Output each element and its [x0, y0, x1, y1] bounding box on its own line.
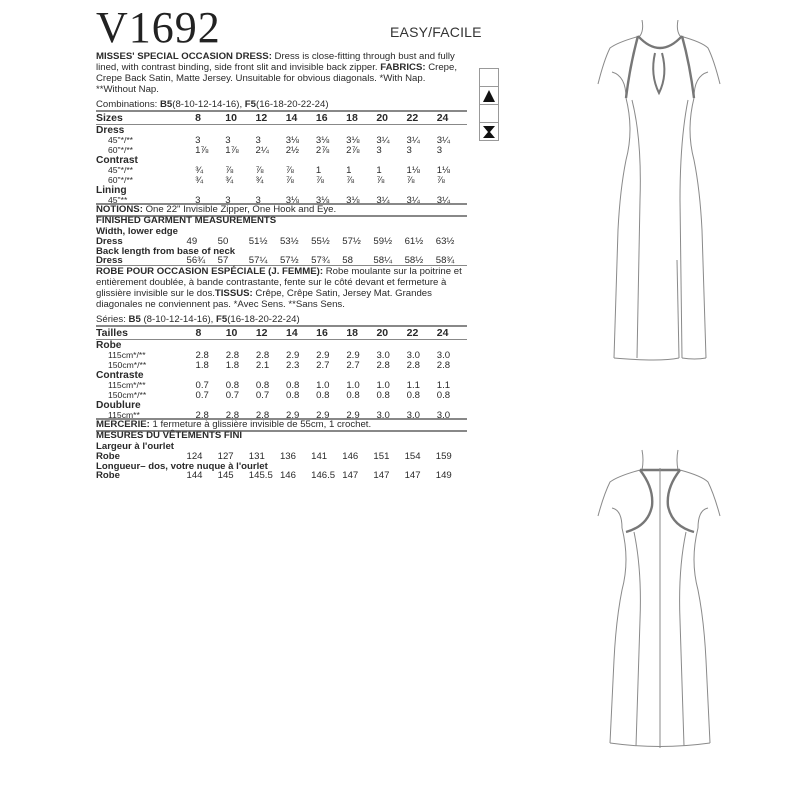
yardage-value: ⅞ [436, 174, 445, 186]
yardage-value: 3⅛ [285, 135, 300, 146]
yardage-value: 0.7 [195, 380, 209, 391]
finished-measurements-title: MESURES DU VÊTEMENTS FINI [96, 430, 243, 441]
yardage-value: 3¼ [436, 195, 451, 206]
series-prefix: Séries: [96, 314, 129, 325]
measurement-value: 53½ [279, 236, 299, 247]
section-label: Robe [96, 340, 122, 351]
yardage-value: 0.8 [346, 389, 360, 401]
size-header: 12 [256, 326, 286, 340]
yardage-value: 2.8 [406, 359, 420, 371]
measurement-value: 61½ [404, 236, 424, 247]
yardage-value: 3.0 [376, 350, 390, 361]
yardage-value: 2.9 [316, 350, 330, 361]
yardage-value: ⅞ [315, 174, 324, 186]
measurement-value: 141 [311, 451, 328, 462]
yardage-value: 0.8 [316, 389, 330, 401]
measurement-value: 56¾ [186, 255, 206, 266]
yardage-value: 2⅞ [315, 144, 330, 156]
yardage-value: 1 [376, 165, 382, 176]
size-header: 20 [376, 111, 406, 125]
section-label: Doublure [96, 400, 141, 411]
measurement-value: 159 [435, 451, 452, 462]
yardage-value: 2.1 [255, 359, 270, 371]
fabric-width-label: 45"** [108, 195, 128, 205]
yardage-value: 2.9 [346, 350, 360, 361]
notions-label: NOTIONS: [96, 204, 143, 215]
measurement-value: 50 [217, 236, 229, 247]
measurement-value: 51½ [248, 236, 268, 247]
yardage-value: 2.8 [436, 359, 451, 371]
difficulty-label: EASY/FACILE [390, 24, 482, 40]
yardage-value: 2.9 [286, 410, 300, 421]
size-header: 12 [256, 111, 286, 125]
size-header: 18 [346, 111, 376, 125]
yardage-value: 1 [315, 165, 322, 176]
measurement-value: 147 [404, 470, 421, 481]
yardage-value: ⅞ [285, 165, 294, 176]
english-yardage-table [96, 110, 467, 206]
yardage-value: 0.8 [255, 380, 270, 391]
width-label: Width, lower edge [96, 226, 178, 237]
yardage-value: ¾ [255, 174, 264, 186]
table-row [96, 391, 467, 401]
length-label: Back length from base of neck [96, 246, 236, 257]
fabrics-label: FABRICS: [380, 62, 426, 73]
yardage-value: 0.8 [286, 389, 300, 401]
table-row [96, 361, 467, 371]
yardage-value: 2.8 [195, 410, 209, 421]
yardage-value: 0.7 [255, 389, 270, 401]
yardage-value: 1.0 [316, 380, 330, 391]
notions-body: 1 fermeture à glissière invisible de 55cm, 1 crochet. [149, 419, 372, 430]
measurement-value: 144 [186, 470, 203, 481]
fabric-width-label: 45"*/** [108, 135, 134, 145]
table-row [96, 176, 467, 186]
measurement-value: 147 [342, 470, 359, 481]
yardage-value: 3¼ [436, 135, 451, 146]
yardage-value: 0.7 [225, 389, 240, 401]
yardage-value: 1 [346, 165, 352, 176]
measurement-value: 58 [342, 255, 353, 266]
yardage-value: 3⅛ [346, 195, 360, 206]
row-label: Robe [96, 451, 120, 462]
yardage-value: 3⅛ [346, 135, 360, 146]
yardage-value: 0.8 [436, 389, 451, 401]
measurement-value: 59½ [373, 236, 393, 247]
size-header: 10 [226, 326, 256, 340]
combo-f5-sizes: (16-18-20-22-24) [256, 99, 329, 110]
yardage-value: 3 [195, 195, 201, 206]
description-title: MISSES' SPECIAL OCCASION DRESS: [96, 51, 272, 62]
fabrics-body: Crêpe, Crêpe Satin, Jersey Mat. Grandes diagonales ne conviennent pas. *Avec Sens. **Sans Sens. [96, 288, 432, 310]
measurement-value: 147 [373, 470, 390, 481]
blank-cell [480, 69, 498, 87]
yardage-value: 3.0 [436, 350, 451, 361]
yardage-value: ⅞ [285, 174, 294, 186]
yardage-value: 2.8 [195, 350, 209, 361]
notions-label: MERCERIE: [96, 419, 150, 430]
yardage-value: 2.7 [316, 359, 330, 371]
pattern-number: V1692 [96, 3, 221, 52]
yardage-value: 2.8 [255, 410, 270, 421]
yardage-value: 3 [255, 195, 261, 206]
combo-b5-sizes: (8-10-12-14-16), [140, 314, 216, 325]
row-label: Dress [96, 255, 123, 266]
yardage-value: 0.8 [225, 380, 240, 391]
yardage-value: 3¼ [376, 195, 390, 206]
yardage-value: 1.0 [346, 380, 360, 391]
yardage-value: 1.1 [436, 380, 451, 391]
measurement-value: 58¼ [373, 255, 393, 266]
measurement-value: 57¼ [248, 255, 268, 266]
section-label: Lining [96, 185, 127, 196]
measurement-value: 63½ [435, 236, 455, 247]
measurement-value: 149 [435, 470, 452, 481]
size-header: 14 [286, 111, 316, 125]
yardage-value: 2.8 [225, 350, 240, 361]
measurement-value: 57½ [279, 255, 299, 266]
measurement-value: 57 [217, 255, 229, 266]
width-label: Largeur à l'ourlet [96, 441, 174, 452]
measurement-value: 131 [248, 451, 265, 462]
english-description [96, 51, 468, 95]
yardage-value: 2½ [285, 144, 300, 156]
yardage-value: ⅞ [346, 174, 355, 186]
measurement-value: 154 [404, 451, 421, 462]
yardage-value: ¾ [195, 165, 204, 176]
combo-b5: B5 [128, 314, 141, 325]
french-length-row [96, 471, 467, 481]
sizes-label: Tailles [96, 326, 196, 340]
yardage-value: 3¼ [406, 195, 420, 206]
fabric-width-label: 150cm*/** [108, 389, 147, 400]
combo-f5: F5 [244, 99, 256, 110]
combo-f5: F5 [215, 314, 228, 325]
yardage-value: 1.1 [406, 380, 420, 391]
yardage-value: 3⅛ [315, 195, 330, 206]
yardage-value: 3.0 [376, 410, 390, 421]
description-body: Dress is close-fitting through bust and fully lined, with contrast binding, side front slit and invisible back zipper. [96, 51, 455, 73]
measurement-value: 151 [373, 451, 390, 462]
yardage-value: 3⅛ [315, 135, 330, 146]
dress-front-view [590, 20, 730, 370]
series-line [96, 314, 300, 325]
measurement-value: 136 [279, 451, 296, 462]
yardage-value: 1.0 [376, 380, 390, 391]
measurement-value: 146.5 [311, 470, 336, 481]
measurement-value: 57¾ [311, 255, 330, 266]
yardage-value: 2.8 [376, 359, 390, 371]
yardage-value: 1⅛ [436, 165, 451, 176]
yardage-value: ⅞ [255, 165, 264, 176]
yardage-value: 1⅛ [406, 165, 420, 176]
yardage-value: ⅞ [376, 174, 385, 186]
fabrics-label: TISSUS: [214, 288, 253, 299]
french-description [96, 266, 468, 310]
measurement-value: 57½ [342, 236, 361, 247]
measurement-value: 58¾ [435, 255, 455, 266]
yardage-value: 2.8 [255, 350, 270, 361]
fabric-width-label: 45"*/** [108, 165, 134, 175]
measurement-value: 49 [186, 236, 198, 247]
section-label: Dress [96, 125, 125, 136]
size-header: 20 [376, 326, 406, 340]
size-header: 16 [316, 111, 346, 125]
size-header: 14 [286, 326, 316, 340]
fabrics-body: Crepe, Crepe Back Satin, Matte Jersey. Unsuitable for obvious diagonals. *With Nap. **Without Nap. [96, 62, 458, 95]
fabric-width-label: 115cm** [108, 410, 140, 420]
yardage-value: 2.8 [225, 410, 240, 421]
row-label: Robe [96, 470, 120, 481]
measurement-value: 127 [217, 451, 234, 462]
yardage-value: 2.9 [286, 350, 300, 361]
yardage-value: 3 [225, 195, 231, 206]
fabric-width-label: 60"*/** [108, 144, 134, 155]
measurement-value: 146 [279, 470, 296, 481]
yardage-value: ¾ [195, 174, 204, 186]
row-label: Dress [96, 236, 123, 247]
yardage-value: 3 [406, 144, 412, 156]
size-header: 24 [437, 326, 467, 340]
yardage-value: 2.3 [286, 359, 300, 371]
yardage-value: 3.0 [406, 350, 420, 361]
measurement-value: 145 [217, 470, 234, 481]
size-header: 22 [407, 326, 437, 340]
yardage-value: 1⅞ [225, 144, 239, 156]
combo-f5-sizes: (16-18-20-22-24) [227, 314, 300, 325]
yardage-value: 3⅛ [285, 195, 300, 206]
fabric-width-label: 150cm*/** [108, 359, 147, 370]
size-header: 10 [225, 111, 255, 125]
yardage-value: 3¼ [376, 135, 390, 146]
combinations-line [96, 99, 329, 110]
yardage-value: 3.0 [406, 410, 420, 421]
section-label: Contrast [96, 155, 138, 166]
yardage-value: 3 [195, 135, 201, 146]
yardage-value: ⅞ [406, 174, 415, 186]
sizes-label: Sizes [96, 111, 195, 125]
dress-back-view [590, 440, 730, 790]
yardage-value: 3 [255, 135, 261, 146]
size-header: 16 [316, 326, 346, 340]
length-label: Longueur– dos, votre nuque à l'ourlet [96, 461, 268, 472]
yardage-value: ⅞ [225, 165, 234, 176]
yardage-value: 0.8 [406, 389, 420, 401]
measurement-value: 146 [342, 451, 359, 462]
notions-line [96, 204, 336, 215]
size-header: 8 [195, 111, 225, 125]
size-header: 8 [196, 326, 226, 340]
notions-body: One 22" Invisible Zipper, One Hook and Eye. [142, 204, 337, 215]
two-way-layout-hourglass-icon [480, 123, 498, 140]
sizes-header-row [96, 111, 467, 125]
yardage-value: 2.9 [316, 410, 330, 421]
yardage-value: 3¼ [406, 135, 420, 146]
size-header: 24 [437, 111, 467, 125]
yardage-value: 2.7 [346, 359, 360, 371]
table-row [96, 146, 467, 156]
yardage-value: 1.8 [225, 359, 240, 371]
yardage-value: 3 [225, 135, 231, 146]
yardage-value: 0.8 [376, 389, 390, 401]
combinations-prefix: Combinations: [96, 99, 160, 110]
combo-b5-sizes: (8-10-12-14-16), [172, 99, 245, 110]
sizes-header-row [96, 326, 467, 340]
description-body: Robe moulante sur la poitrine et entièrement doublée, à bande contrastante, fente sur le côté devant et fermeture à glissière invisible sur le dos. [96, 266, 462, 299]
yardage-value: 2¼ [255, 144, 269, 156]
measurement-value: 58½ [404, 255, 424, 266]
yardage-value: ¾ [225, 174, 234, 186]
measurement-value: 55½ [311, 236, 330, 247]
yardage-value: 1.8 [195, 359, 209, 371]
size-header: 22 [407, 111, 437, 125]
blank-cell [480, 105, 498, 123]
layout-icon-column [479, 68, 499, 141]
measurement-value: 124 [186, 451, 203, 462]
fabric-width-label: 60"*/** [108, 174, 134, 185]
one-way-layout-triangle-icon [480, 87, 498, 105]
size-header: 18 [346, 326, 376, 340]
french-yardage-table [96, 325, 467, 421]
yardage-value: 2⅞ [346, 144, 360, 156]
yardage-value: 1⅞ [195, 144, 209, 156]
yardage-value: 0.7 [195, 389, 209, 401]
yardage-value: 3 [436, 144, 443, 156]
description-title: ROBE POUR OCCASION ESPÉCIALE (J. FEMME): [96, 266, 324, 277]
measurement-value: 145.5 [248, 470, 273, 481]
table-row [96, 471, 467, 481]
section-label: Contraste [96, 370, 144, 381]
yardage-value: 3 [376, 144, 382, 156]
fabric-width-label: 115cm*/** [108, 350, 146, 360]
finished-measurements-title: FINISHED GARMENT MEASUREMENTS [96, 215, 277, 226]
yardage-value: 3.0 [436, 410, 451, 421]
mercerie-line [96, 419, 371, 430]
yardage-value: 2.9 [346, 410, 360, 421]
combo-b5: B5 [160, 99, 173, 110]
fabric-width-label: 115cm*/** [108, 380, 146, 390]
yardage-value: 0.8 [286, 380, 300, 391]
